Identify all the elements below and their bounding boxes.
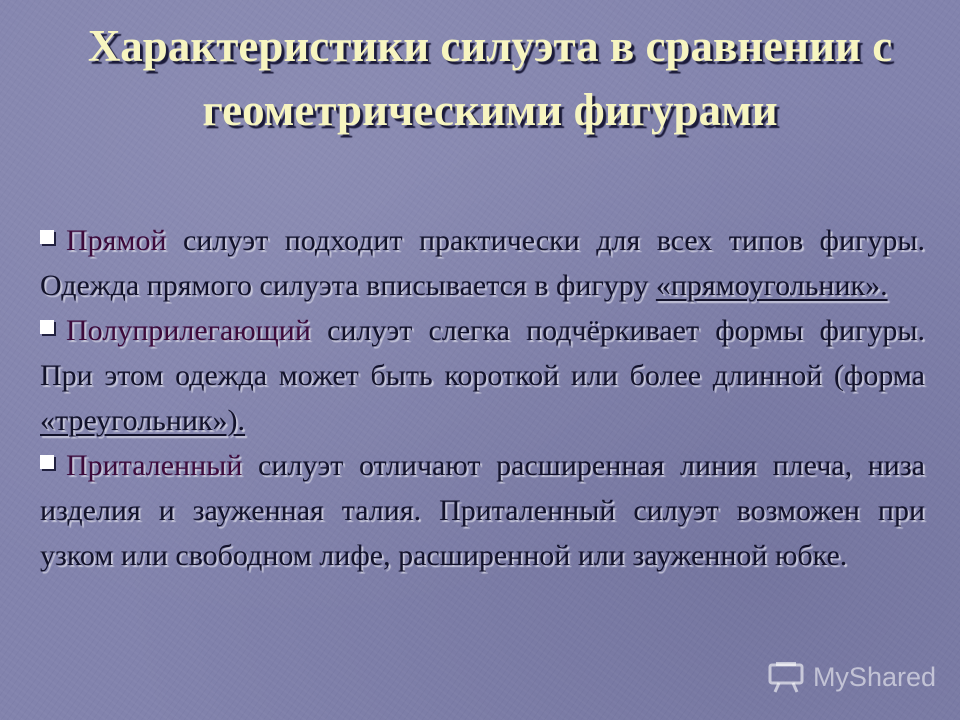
shape-name: «треугольник»). (40, 404, 246, 437)
watermark-brand: MyShared (812, 661, 936, 692)
item-text: силуэт отличают расширенная линия плеча, низа изделия и зауженная талия. Приталенный силуэт возможен при узком или свободном лифе, расширенной или зауженной юбке. (40, 449, 925, 572)
shape-name: «прямоугольник». (655, 269, 888, 302)
item-text: силуэт слегка подчёркивает формы фигуры. При этом одежда может быть короткой или более длинной (форма (40, 314, 925, 392)
square-bullet-icon (40, 320, 54, 334)
list-item (40, 308, 925, 443)
silhouette-term: Приталенный (66, 449, 243, 482)
square-bullet-icon (40, 455, 54, 469)
silhouette-term: Полуприлегающий (66, 314, 311, 347)
square-bullet-icon (40, 230, 54, 244)
slide-title: Характеристики силуэта в сравнении с геометрическими фигурами (87, 21, 893, 135)
item-text: силуэт подходит практически для всех типов фигуры. Одежда прямого силуэта вписывается в фигуру (40, 224, 925, 302)
list-item (40, 443, 925, 578)
list-item (40, 218, 925, 308)
presentation-board-icon (767, 660, 805, 694)
slide-body (40, 218, 925, 578)
silhouette-term: Прямой (66, 224, 167, 257)
watermark (767, 660, 936, 694)
